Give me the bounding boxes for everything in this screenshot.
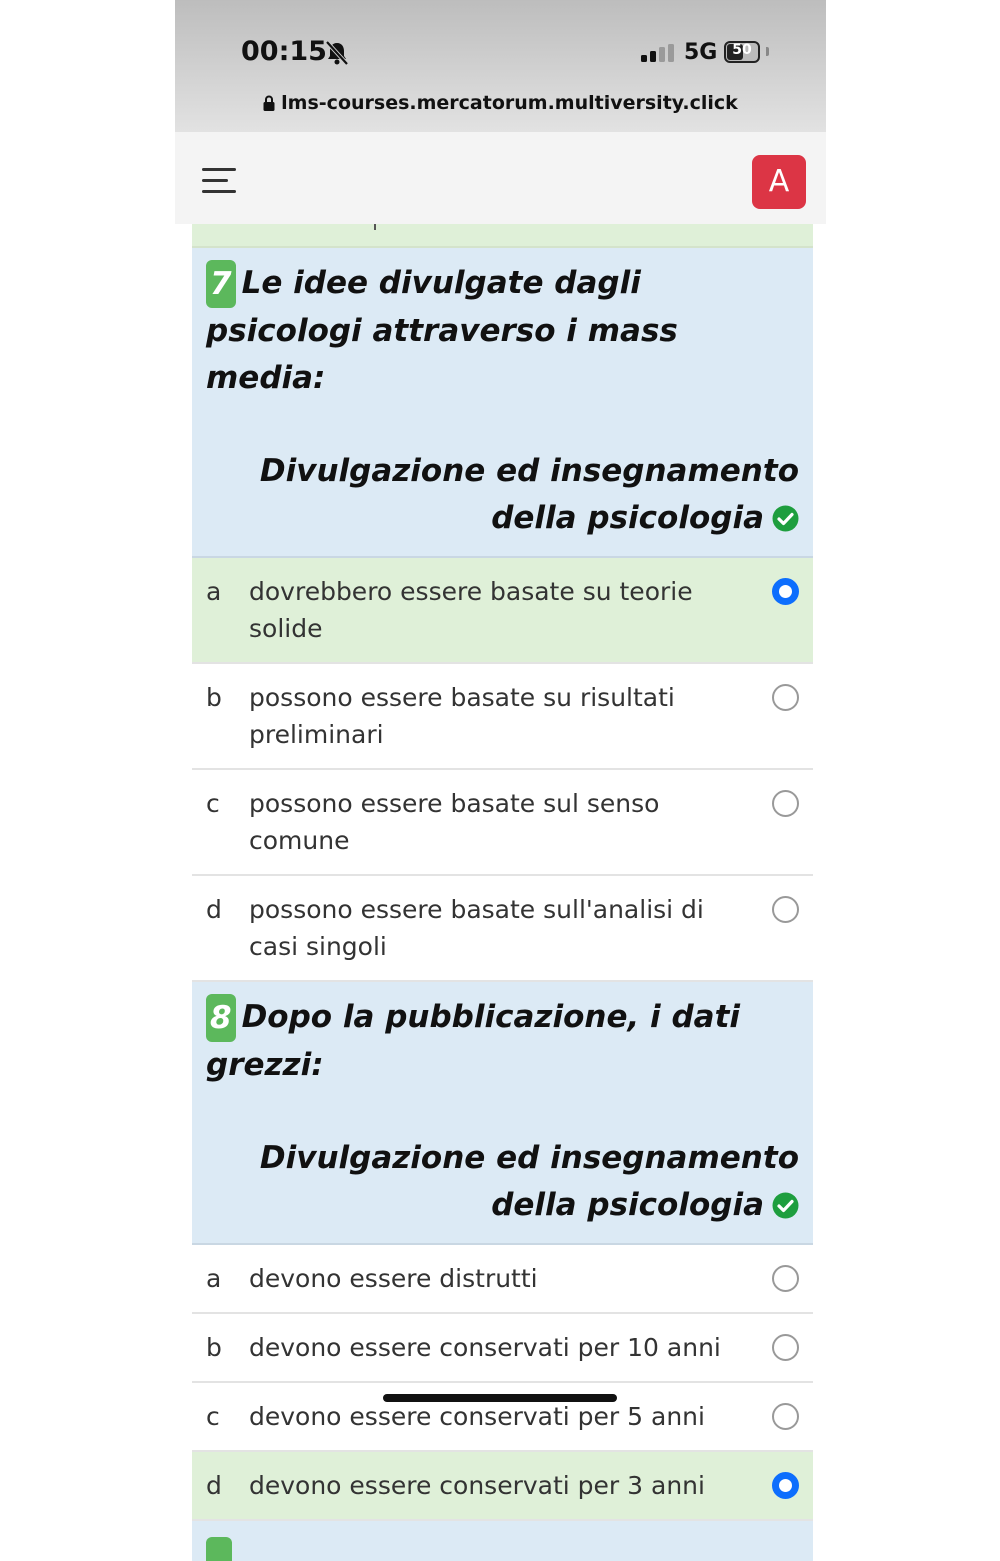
status-time: 00:15 — [241, 36, 327, 67]
option-letter: a — [206, 577, 222, 606]
option-letter: c — [206, 789, 220, 818]
option-letter: b — [206, 1333, 222, 1362]
check-circle-icon — [772, 505, 799, 532]
radio-unselected[interactable] — [772, 896, 799, 923]
option-letter: c — [206, 1402, 220, 1431]
question-prompt: Dopo la pubblicazione, i dati grezzi: — [206, 999, 741, 1083]
address-bar[interactable] — [175, 92, 826, 114]
category-label: Divulgazione ed insegnamento della psicologia — [259, 453, 799, 536]
question-category — [206, 1135, 799, 1229]
option-letter: a — [206, 1264, 222, 1293]
previous-question-option — [192, 224, 813, 248]
question-prompt: Le idee divulgate dagli psicologi attraverso i mass media: — [206, 265, 678, 396]
quiz-review — [192, 224, 813, 1500]
option-letter: b — [206, 683, 222, 712]
answer-option[interactable] — [192, 1314, 813, 1383]
phone-screen — [175, 0, 826, 1500]
category-label: Divulgazione ed insegnamento della psicologia — [259, 1140, 799, 1223]
network-type: 5G — [684, 40, 718, 65]
option-letter: d — [206, 1471, 222, 1500]
menu-icon[interactable] — [202, 168, 236, 196]
answer-option[interactable] — [192, 770, 813, 876]
question-category — [206, 448, 799, 542]
option-text: devono essere conservati per 3 anni — [249, 1471, 705, 1500]
radio-unselected[interactable] — [772, 1265, 799, 1292]
radio-unselected[interactable] — [772, 1334, 799, 1361]
top-navbar — [175, 132, 826, 224]
question-header — [192, 982, 813, 1245]
option-letter: d — [206, 895, 222, 924]
option-text: dovrebbero essere basate su teorie solide — [249, 577, 693, 643]
radio-unselected[interactable] — [772, 684, 799, 711]
question-text — [206, 994, 799, 1089]
option-text: devono essere conservati per 5 anni — [249, 1402, 705, 1431]
option-text: devono essere distrutti — [249, 1264, 538, 1293]
radio-selected[interactable] — [772, 1472, 799, 1499]
answer-option[interactable] — [192, 876, 813, 982]
question-number-badge — [206, 1537, 232, 1561]
next-question-header — [192, 1521, 813, 1561]
option-text: possono essere basate sul senso comune — [249, 789, 660, 855]
option-text: devono essere conservati per 10 anni — [249, 1333, 721, 1362]
answer-option[interactable] — [192, 664, 813, 770]
signal-icon — [641, 44, 675, 62]
option-text: possono essere basate sull'analisi di casi singoli — [249, 895, 704, 961]
lock-icon — [263, 95, 275, 111]
radio-unselected[interactable] — [772, 790, 799, 817]
user-avatar[interactable]: A — [752, 155, 806, 209]
radio-selected[interactable] — [772, 578, 799, 605]
answer-option[interactable] — [192, 1245, 813, 1314]
answer-option[interactable] — [192, 558, 813, 664]
question-number-badge: 7 — [206, 260, 236, 308]
status-bar — [175, 0, 826, 132]
silent-bell-icon — [325, 40, 349, 66]
option-text: possono essere basate su risultati preliminari — [249, 683, 675, 749]
answer-option[interactable] — [192, 1452, 813, 1521]
battery-icon — [724, 41, 760, 63]
check-circle-icon — [772, 1192, 799, 1219]
radio-unselected[interactable] — [772, 1403, 799, 1430]
question-header — [192, 248, 813, 558]
question-text — [206, 260, 799, 402]
url-text: lms-courses.mercatorum.multiversity.click — [281, 92, 738, 114]
battery-level: 50 — [732, 42, 752, 58]
question-number-badge: 8 — [206, 994, 236, 1042]
battery-cap — [766, 47, 769, 56]
home-indicator[interactable] — [383, 1394, 617, 1402]
